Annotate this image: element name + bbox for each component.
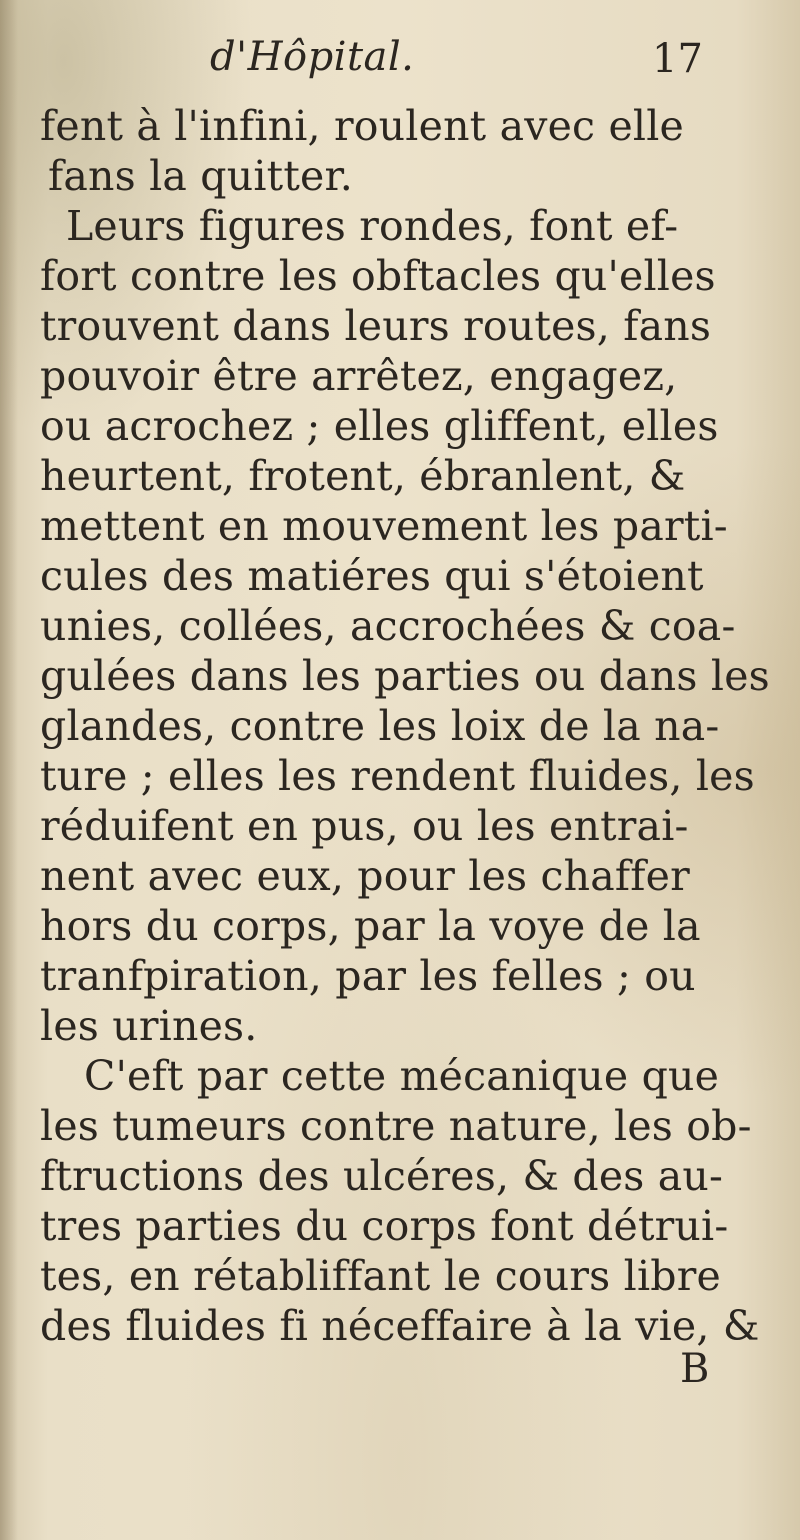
text-line: Leurs figures rondes, font ef- [66,202,679,250]
text-line: tranfpiration, par les felles ; ou [40,952,696,1000]
text-line: fort contre les obftacles qu'elles [40,252,716,300]
text-line: ftructions des ulcéres, & des au- [40,1152,724,1200]
text-line: hors du corps, par la voye de la [40,902,701,950]
text-line: les tumeurs contre nature, les ob- [40,1102,752,1150]
text-line: C'eft par cette mécanique que [84,1052,720,1100]
page-binding-shadow [0,0,18,1540]
text-line: mettent en mouvement les parti- [40,502,728,550]
text-line: gulées dans les parties ou dans les [40,652,770,700]
text-line: fans la quitter. [48,152,353,200]
running-title: d'Hôpital. [210,34,415,80]
text-line: tes, en rétabliffant le cours libre [40,1252,721,1300]
text-line: pouvoir être arrêtez, engagez, [40,352,678,400]
text-line: unies, collées, accrochées & coa- [40,602,736,650]
text-line: ture ; elles les rendent fluides, les [40,752,755,800]
text-line: tres parties du corps font détrui- [40,1202,729,1250]
text-line: les urines. [40,1002,258,1050]
text-line: ou acrochez ; elles gliffent, elles [40,402,719,450]
text-line: heurtent, frotent, ébranlent, & [40,452,686,500]
signature-mark: B [680,1346,710,1392]
text-line: fent à l'infini, roulent avec elle [40,102,685,150]
text-line: glandes, contre les loix de la na- [40,702,720,750]
text-line: réduifent en pus, ou les entrai- [40,802,689,850]
text-line: cules des matiéres qui s'étoient [40,552,704,600]
page-header [0,34,800,94]
text-line: trouvent dans leurs routes, fans [40,302,712,350]
text-line: des fluides fi néceffaire à la vie, & [40,1302,760,1350]
text-line: nent avec eux, pour les chaffer [40,852,690,900]
page-number: 17 [652,36,703,82]
